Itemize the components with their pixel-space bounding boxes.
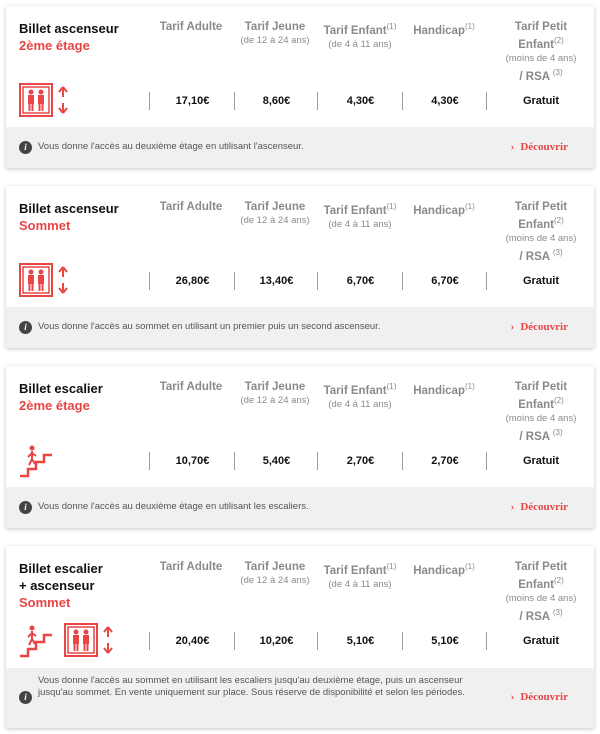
ticket-title-block xyxy=(19,20,119,54)
column-adult: Tarif Adulte xyxy=(159,561,223,573)
price-young: 10,20€ xyxy=(234,632,318,650)
ticket-card-elevator-2nd xyxy=(6,6,594,168)
column-young: Tarif Jeune (de 12 à 24 ans) xyxy=(240,381,310,406)
stairs-icon xyxy=(19,624,55,658)
info-bar xyxy=(6,127,594,168)
price-young: 13,40€ xyxy=(234,272,318,290)
info-icon: i xyxy=(19,141,32,154)
stairs-icon xyxy=(19,444,55,478)
ticket-card-stairs-2nd xyxy=(6,366,594,528)
elevator-icon xyxy=(19,83,75,117)
column-adult: Tarif Adulte xyxy=(159,21,223,33)
info-text: Vous donne l'accès au deuxième étage en utilisant les escaliers. xyxy=(38,501,309,512)
ticket-subtitle: Sommet xyxy=(19,595,71,610)
price-child: 6,70€ xyxy=(317,272,403,290)
price-child: 2,70€ xyxy=(317,452,403,470)
info-icon: i xyxy=(19,321,32,334)
ticket-title: Billet ascenseur xyxy=(19,201,119,216)
ticket-title-block xyxy=(19,200,119,234)
price-handicap: 5,10€ xyxy=(402,632,487,650)
ticket-title-block xyxy=(19,560,103,611)
info-bar xyxy=(6,487,594,528)
ticket-title: Billet escalier xyxy=(19,561,103,576)
column-small-child: Tarif Petit Enfant$^{(2)}$ (moins de 4 ans) / RSA $^{(3)}$ xyxy=(505,201,577,263)
column-small-child: Tarif Petit Enfant$^{(2)}$ (moins de 4 ans) / RSA $^{(3)}$ xyxy=(505,381,577,443)
column-handicap: Handicap$^{(1)}$ xyxy=(413,22,475,37)
price-small-child: Gratuit xyxy=(486,632,595,650)
column-handicap: Handicap$^{(1)}$ xyxy=(413,382,475,397)
info-text: Vous donne l'accès au sommet en utilisant les escaliers jusqu'au deuxième étage, puis un ascenseur jusqu'au sommet. En vente uniquement sur place. Sous réserve de disponibilité et selon les périodes. xyxy=(38,675,465,698)
column-young: Tarif Jeune (de 12 à 24 ans) xyxy=(240,21,310,46)
ticket-title: Billet ascenseur xyxy=(19,21,119,36)
chevron-right-icon: › xyxy=(510,501,515,513)
price-young: 8,60€ xyxy=(234,92,318,110)
column-young: Tarif Jeune (de 12 à 24 ans) xyxy=(240,561,310,586)
discover-link[interactable]: › Découvrir xyxy=(510,691,568,703)
ticket-title-block xyxy=(19,380,103,414)
chevron-right-icon: › xyxy=(510,141,515,153)
column-adult: Tarif Adulte xyxy=(159,381,223,393)
price-handicap: 4,30€ xyxy=(402,92,487,110)
column-handicap: Handicap$^{(1)}$ xyxy=(413,562,475,577)
ticket-subtitle: Sommet xyxy=(19,218,71,233)
column-child: Tarif Enfant$^{(1)}$ (de 4 à 11 ans) xyxy=(323,562,397,590)
ticket-title: Billet escalier xyxy=(19,381,103,396)
price-handicap: 6,70€ xyxy=(402,272,487,290)
discover-link[interactable]: › Découvrir xyxy=(510,501,568,513)
column-small-child: Tarif Petit Enfant$^{(2)}$ (moins de 4 ans) / RSA $^{(3)}$ xyxy=(505,21,577,83)
ticket-card-elevator-summit xyxy=(6,186,594,348)
column-child: Tarif Enfant$^{(1)}$ (de 4 à 11 ans) xyxy=(323,382,397,410)
chevron-right-icon: › xyxy=(510,321,515,333)
column-child: Tarif Enfant$^{(1)}$ (de 4 à 11 ans) xyxy=(323,22,397,50)
info-text: Vous donne l'accès au sommet en utilisant un premier puis un second ascenseur. xyxy=(38,321,381,332)
price-child: 4,30€ xyxy=(317,92,403,110)
discover-link[interactable]: › Découvrir xyxy=(510,321,568,333)
price-adult: 10,70€ xyxy=(149,452,235,470)
column-adult: Tarif Adulte xyxy=(159,201,223,213)
column-handicap: Handicap$^{(1)}$ xyxy=(413,202,475,217)
info-text: Vous donne l'accès au deuxième étage en utilisant l'ascenseur. xyxy=(38,141,304,152)
ticket-card-stairs-elevator-summit xyxy=(6,546,594,728)
info-icon: i xyxy=(19,501,32,514)
elevator-icon xyxy=(64,623,120,657)
discover-link[interactable]: › Découvrir xyxy=(510,141,568,153)
ticket-subtitle: 2ème étage xyxy=(19,38,90,53)
info-icon: i xyxy=(19,691,32,704)
price-handicap: 2,70€ xyxy=(402,452,487,470)
price-adult: 20,40€ xyxy=(149,632,235,650)
price-adult: 17,10€ xyxy=(149,92,235,110)
column-small-child: Tarif Petit Enfant$^{(2)}$ (moins de 4 ans) / RSA $^{(3)}$ xyxy=(505,561,577,623)
price-adult: 26,80€ xyxy=(149,272,235,290)
column-child: Tarif Enfant$^{(1)}$ (de 4 à 11 ans) xyxy=(323,202,397,230)
info-bar xyxy=(6,668,594,728)
ticket-title-line2: + ascenseur xyxy=(19,578,95,593)
elevator-icon xyxy=(19,263,75,297)
info-bar xyxy=(6,307,594,348)
ticket-subtitle: 2ème étage xyxy=(19,398,90,413)
chevron-right-icon: › xyxy=(510,691,515,703)
price-small-child: Gratuit xyxy=(486,92,595,110)
column-young: Tarif Jeune (de 12 à 24 ans) xyxy=(240,201,310,226)
price-small-child: Gratuit xyxy=(486,452,595,470)
price-young: 5,40€ xyxy=(234,452,318,470)
price-child: 5,10€ xyxy=(317,632,403,650)
price-small-child: Gratuit xyxy=(486,272,595,290)
